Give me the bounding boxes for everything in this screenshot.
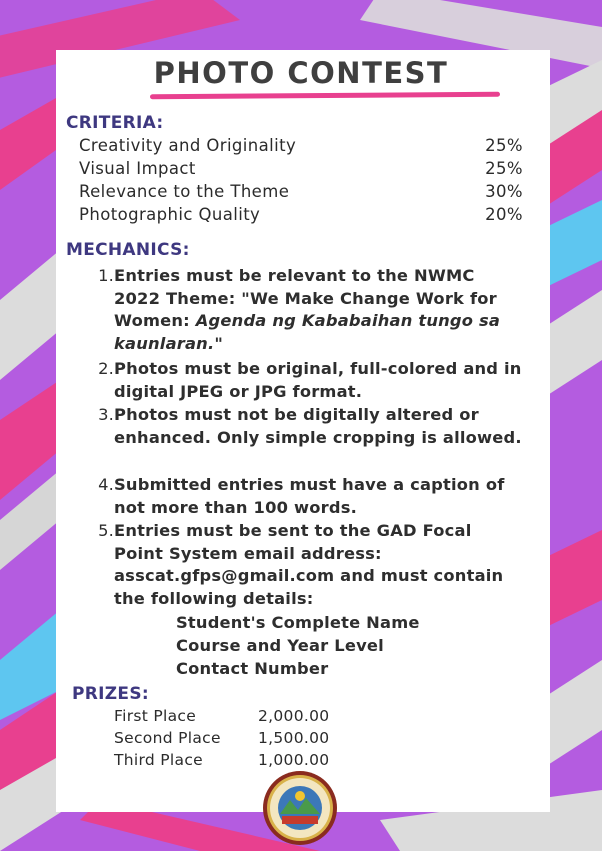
criteria-label: Photographic Quality bbox=[79, 205, 261, 224]
theme-italic: Agenda ng Kababaihan tungo sa kaunlaran. bbox=[114, 311, 501, 353]
prize-label: Second Place bbox=[114, 729, 221, 747]
page-title: PHOTO CONTEST bbox=[153, 56, 449, 90]
mechanics-number: 1. bbox=[98, 266, 114, 285]
prizes-heading: PRIZES: bbox=[72, 684, 149, 704]
criteria-label: Visual Impact bbox=[79, 159, 196, 178]
criteria-label: Creativity and Originality bbox=[79, 136, 297, 155]
criteria-row bbox=[79, 182, 523, 204]
prize-amount: 1,000.00 bbox=[258, 751, 330, 769]
criteria-value: 20% bbox=[485, 205, 523, 224]
criteria-heading: CRITERIA: bbox=[66, 113, 164, 133]
required-detail: Course and Year Level bbox=[176, 636, 384, 655]
mechanics-number: 5. bbox=[98, 521, 114, 540]
mechanics-text: Photos must be original, full-colored and in digital JPEG or JPG format. bbox=[114, 359, 522, 401]
prize-amount: 1,500.00 bbox=[258, 729, 330, 747]
mechanics-heading: MECHANICS: bbox=[66, 240, 190, 260]
required-detail: Contact Number bbox=[176, 659, 329, 678]
criteria-row bbox=[79, 205, 523, 227]
required-detail: Student's Complete Name bbox=[176, 613, 420, 632]
prize-amount: 2,000.00 bbox=[258, 707, 330, 725]
criteria-row bbox=[79, 136, 523, 158]
criteria-row bbox=[79, 159, 523, 181]
prize-row bbox=[114, 729, 354, 751]
mechanics-number: 4. bbox=[98, 475, 114, 494]
prize-label: Third Place bbox=[114, 751, 203, 769]
mechanics-number: 3. bbox=[98, 405, 114, 424]
criteria-label: Relevance to the Theme bbox=[79, 182, 290, 201]
mechanics-text: Entries must be relevant to the NWMC 2022 Theme: "We Make Change Work for Women: Agenda ng Kababaihan tungo sa kaunlaran." bbox=[114, 266, 501, 353]
criteria-value: 30% bbox=[485, 182, 523, 201]
prize-label: First Place bbox=[114, 707, 197, 725]
mechanics-text: Entries must be sent to the GAD Focal Point System email address: asscat.gfps@gmail.com and must contain the following details: bbox=[114, 521, 504, 608]
school-seal-icon bbox=[262, 770, 338, 846]
criteria-value: 25% bbox=[485, 136, 523, 155]
criteria-value: 25% bbox=[485, 159, 523, 178]
mechanics-text: Submitted entries must have a caption of not more than 100 words. bbox=[114, 475, 505, 517]
mechanics-text: Photos must not be digitally altered or enhanced. Only simple cropping is allowed. bbox=[114, 405, 522, 447]
mechanics-number: 2. bbox=[98, 359, 114, 378]
prize-row bbox=[114, 707, 354, 729]
